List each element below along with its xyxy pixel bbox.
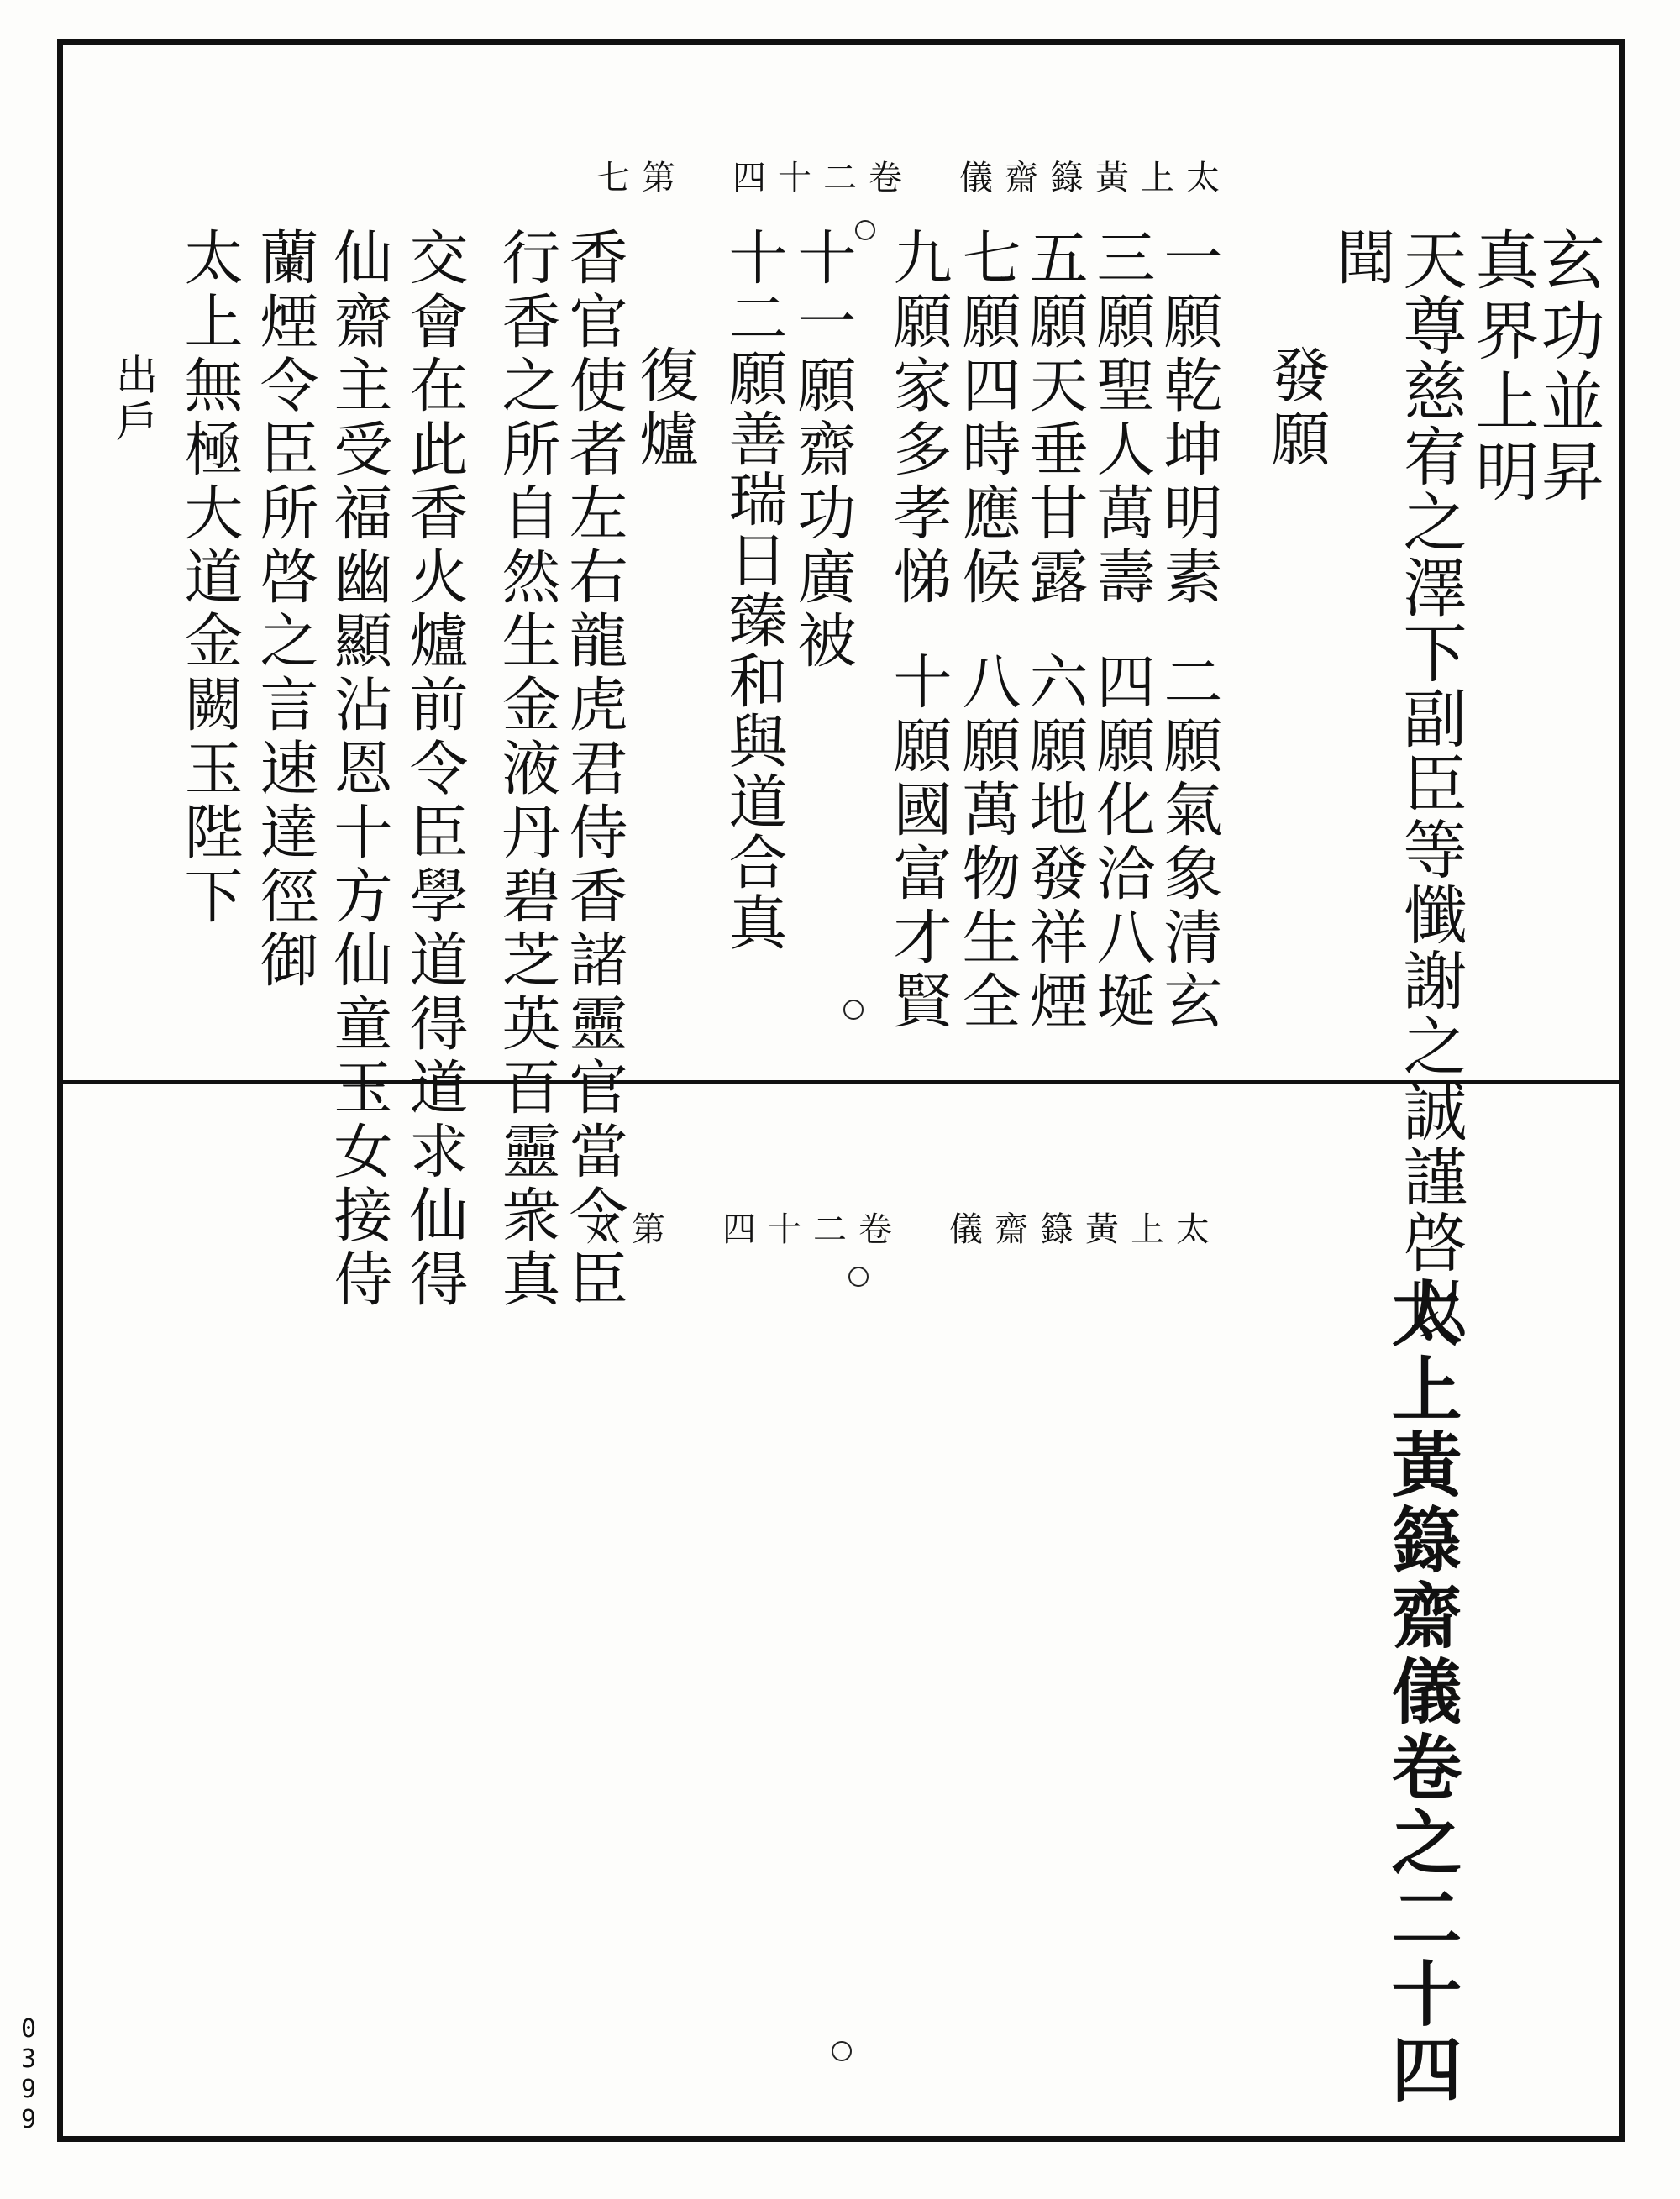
text-column-vow-7: 七願四時應候 <box>953 227 1021 610</box>
text-column-vow-2: 二願氣象清玄 <box>1154 651 1223 1034</box>
text-column-vow-5: 五願天垂甘露 <box>1020 227 1089 610</box>
text-column-25: 出戶 <box>109 353 158 447</box>
text-column-2: 真界上明 <box>1465 227 1540 509</box>
page-divider <box>57 1080 1625 1084</box>
text-column-heading-vows: 發願 <box>1262 344 1331 472</box>
text-column-heading-return-censer: 復爐 <box>630 344 699 472</box>
text-column-vow-3: 三願聖人萬壽 <box>1087 227 1156 610</box>
text-column-vow-4: 四願化洽八埏 <box>1087 651 1156 1034</box>
text-column-vow-12: 十二願善瑞日臻和與道合真 <box>719 227 788 953</box>
text-column-19: 香官使者左右龍虎君侍香諸靈官當令臣 <box>559 227 628 1312</box>
text-column-vow-9: 九願家多孝悌 <box>884 227 953 610</box>
text-column-20: 行香之所自然生金液丹碧芝英百靈衆真 <box>492 227 561 1312</box>
text-column-22: 仙齋主受福幽顯沾恩十方仙童玉女接侍 <box>324 227 393 1312</box>
text-column-vow-10: 十願國富才賢 <box>884 651 953 1034</box>
punctuation-circle <box>832 2041 852 2061</box>
text-column-1: 玄功並昇 <box>1530 227 1605 509</box>
text-column-23: 蘭煙令臣所啓之言速達徑御 <box>250 227 319 993</box>
upper-page-header: 太上黃籙齋儀 卷二十四 第七 <box>596 159 1231 197</box>
punctuation-circle <box>855 220 875 240</box>
text-column-vow-6: 六願地發祥煙 <box>1020 651 1089 1034</box>
page-number: 0399 <box>20 2014 37 2134</box>
punctuation-circle <box>843 1000 864 1020</box>
text-column-3: 天尊慈宥之澤下副臣等懺謝之誠謹啓以 <box>1393 227 1467 1341</box>
text-column-vow-11: 十一願齋功廣被 <box>788 227 857 674</box>
volume-title: 太上黃籙齋儀卷之二十四 <box>1380 1277 1463 2108</box>
text-column-24: 太上無極大道金闕玉陛下 <box>175 227 244 929</box>
text-column-vow-8: 八願萬物生全 <box>953 651 1021 1034</box>
punctuation-circle <box>848 1267 869 1287</box>
text-column-4: 聞 <box>1327 227 1396 291</box>
text-column-21: 交會在此香火爐前令臣學道得道求仙得 <box>400 227 469 1312</box>
text-column-vow-1: 一願乾坤明素 <box>1154 227 1223 610</box>
lower-page-header: 太上黃籙齋儀 卷二十四 第八 <box>586 1210 1221 1249</box>
